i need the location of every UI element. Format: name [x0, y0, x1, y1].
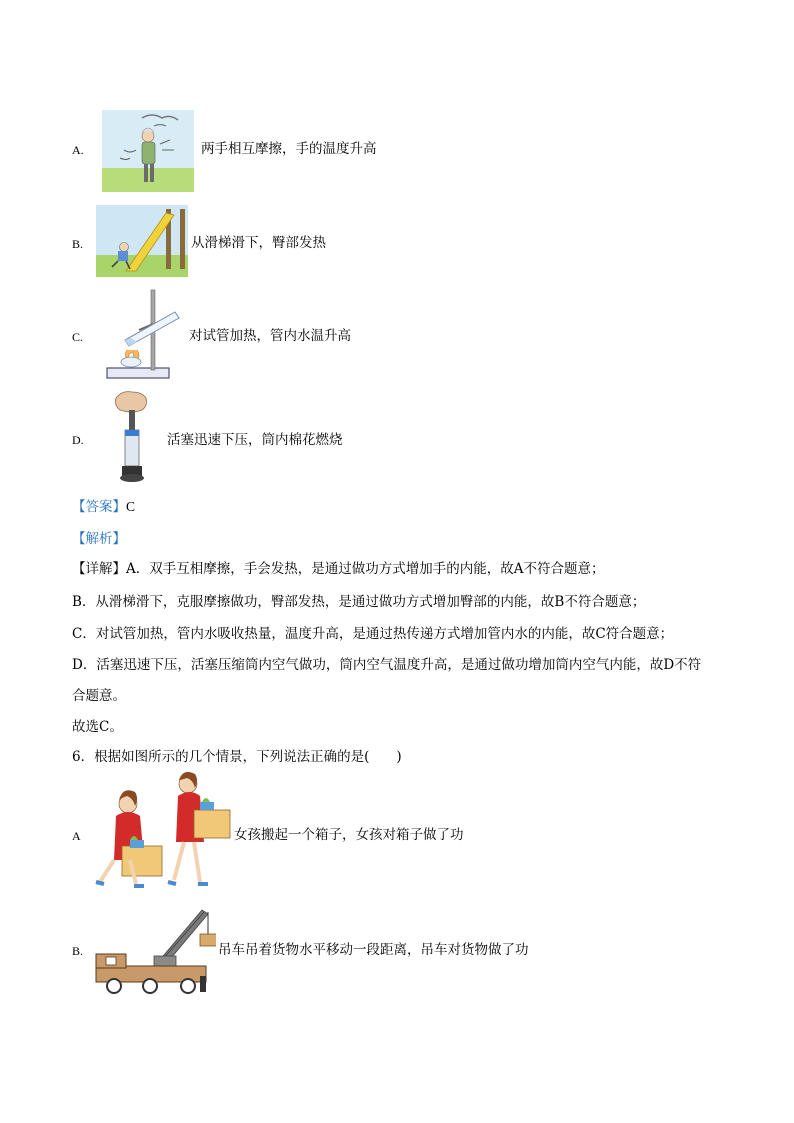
detail-line-1	[72, 560, 605, 578]
option-d-label: D.	[72, 433, 84, 447]
question-6-stem: 6．根据如图所示的几个情景，下列说法正确的是( )	[72, 749, 402, 765]
detail-conclusion: 故选C。	[72, 719, 123, 735]
crane-truck-illustration	[92, 902, 216, 996]
option-c-label: C.	[72, 330, 84, 344]
option-a-text: 两手相互摩擦，手的温度升高	[201, 141, 377, 157]
detail-line-5: 合题意。	[72, 688, 126, 704]
q6-option-a-text: 女孩搬起一个箱子，女孩对箱子做了功	[234, 827, 464, 843]
analysis-tag: 【解析】	[72, 531, 126, 547]
rubbing-hands-illustration	[102, 110, 194, 192]
answer-tag: 【答案】	[72, 499, 126, 515]
detail-line-3: C．对试管加热，管内水吸收热量，温度升高，是通过热传递方式增加管内水的内能，故C符合题意；	[72, 626, 674, 642]
detail-line-2: B．从滑梯滑下，克服摩擦做功，臀部发热，是通过做功方式增加臀部的内能，故B不符合题意；	[72, 594, 646, 610]
girl-lifting-box-illustration	[86, 770, 236, 896]
detail-line-4: D．活塞迅速下压，活塞压缩筒内空气做功，筒内空气温度升高，是通过做功增加筒内空气内能，故D不符	[72, 657, 702, 673]
option-c-text: 对试管加热，管内水温升高	[189, 328, 351, 344]
answer-line	[72, 498, 135, 516]
q6-option-a-label: A	[72, 829, 81, 843]
option-a-label: A.	[72, 143, 84, 157]
answer-value: C	[126, 499, 136, 514]
detail-tag: 【详解】	[72, 561, 126, 577]
q6-option-b-text: 吊车吊着货物水平移动一段距离，吊车对货物做了功	[218, 942, 529, 958]
option-b-label: B.	[72, 237, 84, 251]
q6-option-b-label: B.	[72, 944, 84, 958]
option-d-text: 活塞迅速下压，筒内棉花燃烧	[167, 432, 343, 448]
detail-line-1-text: A．双手互相摩擦，手会发热，是通过做功方式增加手的内能，故A不符合题意；	[126, 561, 605, 577]
option-b-text: 从滑梯滑下，臀部发热	[191, 235, 326, 251]
slide-illustration	[96, 205, 188, 277]
test-tube-heating-illustration	[105, 288, 183, 382]
piston-cotton-illustration	[112, 390, 152, 486]
